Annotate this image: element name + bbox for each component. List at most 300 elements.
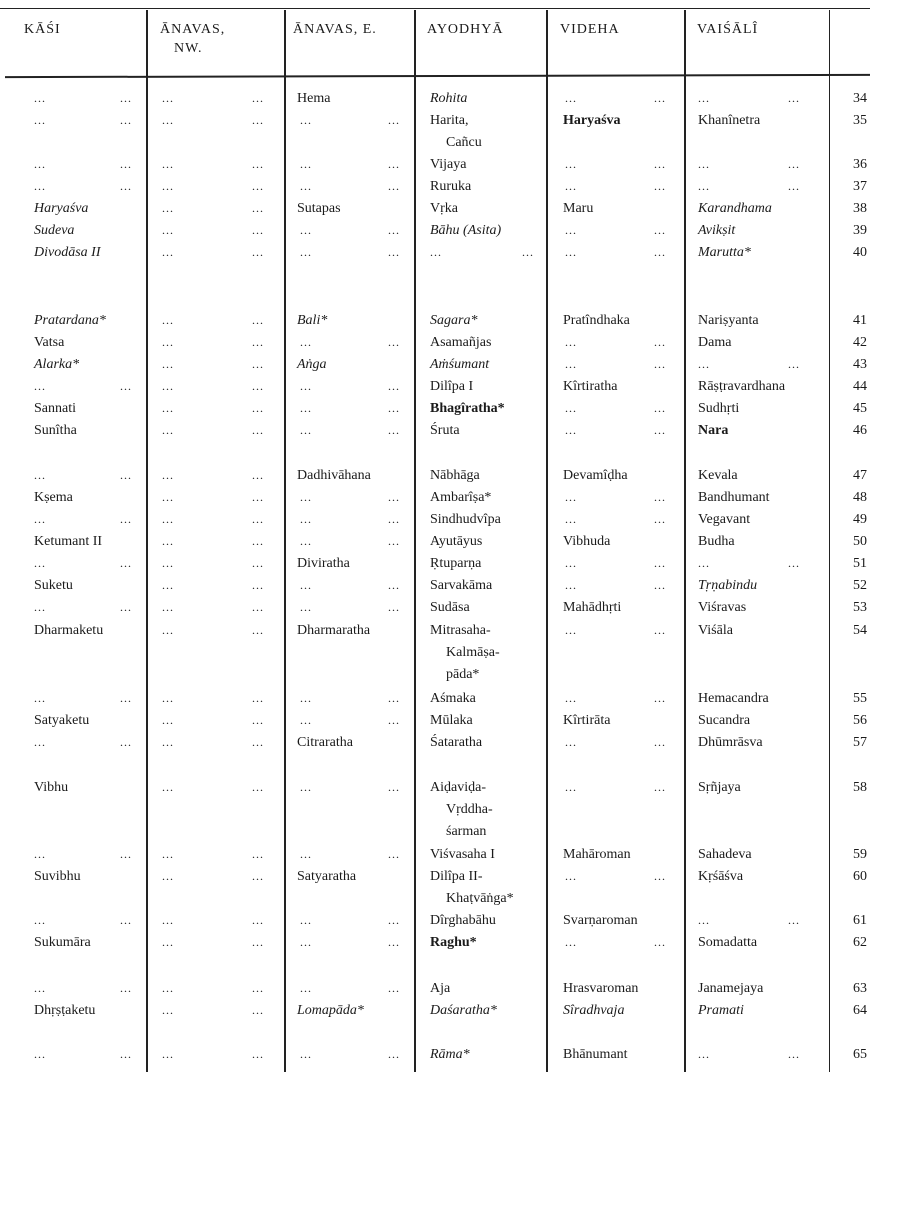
generation-number: 55 [853, 691, 867, 706]
empty-cell-dots: ... [698, 179, 710, 193]
cell-videha: Svarṇaroman [563, 913, 638, 928]
cell-ayodhya: Vijaya [430, 157, 467, 172]
cell-ayodhya: Sagara* [430, 313, 478, 328]
empty-cell-dots: ... [252, 357, 264, 371]
column-rule [829, 10, 830, 1072]
cell-line: Aiḍaviḍa- [430, 780, 486, 795]
empty-cell-dots: ... [565, 357, 577, 371]
cell-kasi: Suvibhu [34, 869, 81, 884]
cell-ayodhya: Vṛka [430, 201, 458, 216]
empty-cell-dots: ... [252, 578, 264, 592]
cell-ayodhya: Raghu* [430, 935, 477, 950]
empty-cell-dots: ... [388, 600, 400, 614]
generation-number: 61 [853, 913, 867, 928]
column-header-ayodhya [427, 20, 504, 39]
empty-cell-dots: ... [120, 113, 132, 127]
empty-cell-dots: ... [654, 335, 666, 349]
empty-cell-dots: ... [162, 201, 174, 215]
empty-cell-dots: ... [120, 556, 132, 570]
column-header-vaisali [697, 20, 758, 39]
cell-vaisali: Rāṣṭravardhana [698, 379, 786, 394]
cell-ayodhya: Ṛtuparṇa [430, 556, 482, 571]
cell-ayodhya [430, 110, 482, 154]
empty-cell-dots: ... [252, 113, 264, 127]
column-header-line: VIDEHA [560, 22, 620, 37]
empty-cell-dots: ... [388, 1047, 400, 1061]
generation-number: 42 [853, 335, 867, 350]
empty-cell-dots: ... [300, 691, 312, 705]
empty-cell-dots: ... [300, 490, 312, 504]
cell-kasi: Dharmaketu [34, 623, 104, 638]
cell-ayodhya: Ayutāyus [430, 534, 483, 549]
cell-anavas-e: Diviratha [297, 556, 350, 571]
generation-number: 43 [853, 357, 867, 372]
empty-cell-dots: ... [252, 780, 264, 794]
cell-vaisali: Viśravas [698, 600, 747, 615]
cell-vaisali: Viśāla [698, 623, 733, 638]
generation-number: 34 [853, 91, 867, 106]
empty-cell-dots: ... [120, 468, 132, 482]
cell-vaisali: Janamejaya [698, 981, 764, 996]
empty-cell-dots: ... [388, 490, 400, 504]
empty-cell-dots: ... [252, 691, 264, 705]
empty-cell-dots: ... [300, 245, 312, 259]
empty-cell-dots: ... [300, 423, 312, 437]
cell-kasi: Divodāsa II [34, 245, 101, 260]
empty-cell-dots: ... [252, 847, 264, 861]
cell-vaisali: Nara [698, 423, 729, 438]
cell-kasi: Sunîtha [34, 423, 77, 438]
empty-cell-dots: ... [300, 713, 312, 727]
empty-cell-dots: ... [34, 691, 46, 705]
empty-cell-dots: ... [388, 578, 400, 592]
empty-cell-dots: ... [654, 157, 666, 171]
cell-anavas-e: Sutapas [297, 201, 341, 216]
empty-cell-dots: ... [654, 245, 666, 259]
empty-cell-dots: ... [788, 556, 800, 570]
empty-cell-dots: ... [698, 157, 710, 171]
empty-cell-dots: ... [162, 847, 174, 861]
empty-cell-dots: ... [654, 578, 666, 592]
cell-anavas-e: Dadhivāhana [297, 468, 371, 483]
cell-ayodhya: Sindhudvîpa [430, 512, 501, 527]
empty-cell-dots: ... [162, 468, 174, 482]
cell-videha: Pratîndhaka [563, 313, 630, 328]
empty-cell-dots: ... [388, 780, 400, 794]
header-rule [5, 74, 870, 78]
column-rule [284, 10, 286, 1072]
cell-line: Khaṭvāṅga* [446, 891, 514, 906]
column-header-line: ĀNAVAS, [160, 22, 226, 37]
empty-cell-dots: ... [252, 981, 264, 995]
empty-cell-dots: ... [252, 468, 264, 482]
empty-cell-dots: ... [565, 623, 577, 637]
empty-cell-dots: ... [162, 623, 174, 637]
empty-cell-dots: ... [300, 847, 312, 861]
empty-cell-dots: ... [120, 512, 132, 526]
empty-cell-dots: ... [162, 91, 174, 105]
empty-cell-dots: ... [252, 534, 264, 548]
empty-cell-dots: ... [300, 512, 312, 526]
cell-ayodhya: Aja [430, 981, 451, 996]
column-header-line: VAIŚĀLÎ [697, 22, 759, 37]
table-top-rule [0, 8, 870, 9]
empty-cell-dots: ... [654, 223, 666, 237]
cell-vaisali: Karandhama [698, 201, 772, 216]
empty-cell-dots: ... [565, 556, 577, 570]
empty-cell-dots: ... [162, 578, 174, 592]
generation-number: 62 [853, 935, 867, 950]
cell-videha: Maru [563, 201, 594, 216]
empty-cell-dots: ... [162, 869, 174, 883]
generation-number: 54 [853, 623, 867, 638]
cell-ayodhya: Aśmaka [430, 691, 476, 706]
empty-cell-dots: ... [300, 1047, 312, 1061]
empty-cell-dots: ... [162, 357, 174, 371]
empty-cell-dots: ... [34, 468, 46, 482]
generation-number: 59 [853, 847, 867, 862]
generation-number: 65 [853, 1047, 867, 1062]
cell-vaisali: Khanînetra [698, 113, 761, 128]
empty-cell-dots: ... [162, 245, 174, 259]
empty-cell-dots: ... [388, 113, 400, 127]
cell-videha: Kîrtiratha [563, 379, 618, 394]
empty-cell-dots: ... [388, 245, 400, 259]
empty-cell-dots: ... [252, 335, 264, 349]
empty-cell-dots: ... [120, 847, 132, 861]
cell-line: Harita, [430, 113, 469, 128]
empty-cell-dots: ... [565, 335, 577, 349]
empty-cell-dots: ... [252, 401, 264, 415]
generation-number: 39 [853, 223, 867, 238]
cell-kasi: Suketu [34, 578, 73, 593]
empty-cell-dots: ... [162, 691, 174, 705]
cell-kasi: Ketumant II [34, 534, 103, 549]
empty-cell-dots: ... [34, 600, 46, 614]
empty-cell-dots: ... [252, 223, 264, 237]
empty-cell-dots: ... [252, 245, 264, 259]
empty-cell-dots: ... [698, 913, 710, 927]
empty-cell-dots: ... [300, 113, 312, 127]
empty-cell-dots: ... [388, 179, 400, 193]
empty-cell-dots: ... [162, 1047, 174, 1061]
empty-cell-dots: ... [654, 357, 666, 371]
cell-kasi: Haryaśva [34, 201, 89, 216]
empty-cell-dots: ... [565, 780, 577, 794]
empty-cell-dots: ... [788, 157, 800, 171]
empty-cell-dots: ... [162, 423, 174, 437]
empty-cell-dots: ... [162, 313, 174, 327]
empty-cell-dots: ... [565, 401, 577, 415]
cell-vaisali: Dama [698, 335, 732, 350]
cell-ayodhya: Śataratha [430, 735, 483, 750]
column-rule [546, 10, 548, 1072]
empty-cell-dots: ... [300, 223, 312, 237]
cell-ayodhya: Nābhāga [430, 468, 480, 483]
cell-videha: Mahāroman [563, 847, 631, 862]
empty-cell-dots: ... [252, 512, 264, 526]
cell-ayodhya: Asamañjas [430, 335, 492, 350]
cell-ayodhya: Bāhu (Asita) [430, 223, 502, 238]
empty-cell-dots: ... [388, 157, 400, 171]
empty-cell-dots: ... [388, 935, 400, 949]
empty-cell-dots: ... [120, 179, 132, 193]
empty-cell-dots: ... [565, 490, 577, 504]
column-rule [684, 10, 686, 1072]
cell-kasi: Sannati [34, 401, 76, 416]
generation-number: 63 [853, 981, 867, 996]
empty-cell-dots: ... [252, 623, 264, 637]
empty-cell-dots: ... [162, 223, 174, 237]
empty-cell-dots: ... [788, 91, 800, 105]
cell-line: Kalmāṣa- [446, 645, 500, 660]
empty-cell-dots: ... [654, 512, 666, 526]
empty-cell-dots: ... [252, 313, 264, 327]
cell-ayodhya: Aṁśumant [430, 357, 490, 372]
empty-cell-dots: ... [565, 245, 577, 259]
cell-vaisali: Pramati [698, 1003, 744, 1018]
empty-cell-dots: ... [388, 534, 400, 548]
cell-vaisali: Vegavant [698, 512, 751, 527]
empty-cell-dots: ... [388, 379, 400, 393]
cell-kasi: Pratardana* [34, 313, 106, 328]
empty-cell-dots: ... [120, 379, 132, 393]
empty-cell-dots: ... [252, 1047, 264, 1061]
empty-cell-dots: ... [565, 91, 577, 105]
empty-cell-dots: ... [120, 1047, 132, 1061]
empty-cell-dots: ... [162, 379, 174, 393]
cell-ayodhya: Bhagîratha* [430, 401, 505, 416]
cell-ayodhya: Sarvakāma [430, 578, 493, 593]
empty-cell-dots: ... [522, 245, 534, 259]
empty-cell-dots: ... [162, 913, 174, 927]
generation-number: 45 [853, 401, 867, 416]
empty-cell-dots: ... [162, 981, 174, 995]
column-header-anavas-nw [160, 20, 225, 58]
empty-cell-dots: ... [565, 223, 577, 237]
empty-cell-dots: ... [120, 91, 132, 105]
empty-cell-dots: ... [162, 1003, 174, 1017]
cell-vaisali: Tṛṇabindu [698, 578, 758, 593]
empty-cell-dots: ... [162, 512, 174, 526]
cell-kasi: Kṣema [34, 490, 73, 505]
column-header-line: NW. [174, 41, 203, 56]
empty-cell-dots: ... [300, 935, 312, 949]
cell-ayodhya: Sudāsa [430, 600, 470, 615]
empty-cell-dots: ... [120, 735, 132, 749]
empty-cell-dots: ... [34, 981, 46, 995]
cell-videha: Haryaśva [563, 113, 621, 128]
empty-cell-dots: ... [788, 357, 800, 371]
empty-cell-dots: ... [252, 935, 264, 949]
cell-ayodhya: Viśvasaha I [430, 847, 495, 862]
empty-cell-dots: ... [120, 691, 132, 705]
empty-cell-dots: ... [654, 423, 666, 437]
cell-line: Mitrasaha- [430, 623, 491, 638]
empty-cell-dots: ... [300, 780, 312, 794]
cell-vaisali: Dhūmrāsva [698, 735, 763, 750]
empty-cell-dots: ... [565, 179, 577, 193]
empty-cell-dots: ... [300, 578, 312, 592]
generation-number: 36 [853, 157, 867, 172]
cell-kasi: Satyaketu [34, 713, 90, 728]
empty-cell-dots: ... [120, 981, 132, 995]
empty-cell-dots: ... [388, 691, 400, 705]
empty-cell-dots: ... [300, 157, 312, 171]
cell-vaisali: Hemacandra [698, 691, 769, 706]
cell-line: Dilîpa II- [430, 869, 483, 884]
generation-number: 56 [853, 713, 867, 728]
cell-line: Cañcu [446, 135, 482, 150]
empty-cell-dots: ... [162, 157, 174, 171]
empty-cell-dots: ... [654, 623, 666, 637]
column-header-videha [560, 20, 620, 39]
cell-ayodhya [430, 866, 514, 910]
empty-cell-dots: ... [120, 600, 132, 614]
cell-videha: Vibhuda [563, 534, 611, 549]
empty-cell-dots: ... [34, 179, 46, 193]
empty-cell-dots: ... [565, 578, 577, 592]
empty-cell-dots: ... [252, 1003, 264, 1017]
cell-line: Vṛddha- [446, 802, 493, 817]
empty-cell-dots: ... [388, 223, 400, 237]
generation-number: 37 [853, 179, 867, 194]
empty-cell-dots: ... [252, 735, 264, 749]
empty-cell-dots: ... [698, 357, 710, 371]
cell-kasi: Vibhu [34, 780, 69, 795]
empty-cell-dots: ... [654, 91, 666, 105]
empty-cell-dots: ... [300, 179, 312, 193]
cell-vaisali: Bandhumant [698, 490, 770, 505]
empty-cell-dots: ... [162, 600, 174, 614]
cell-videha: Bhānumant [563, 1047, 628, 1062]
cell-ayodhya: Mūlaka [430, 713, 473, 728]
empty-cell-dots: ... [252, 556, 264, 570]
empty-cell-dots: ... [388, 335, 400, 349]
empty-cell-dots: ... [654, 179, 666, 193]
cell-ayodhya: Śruta [430, 423, 460, 438]
cell-vaisali: Sṛñjaya [698, 780, 741, 795]
empty-cell-dots: ... [300, 335, 312, 349]
empty-cell-dots: ... [252, 713, 264, 727]
cell-vaisali: Sudhṛti [698, 401, 740, 416]
empty-cell-dots: ... [698, 556, 710, 570]
cell-ayodhya [430, 620, 500, 686]
empty-cell-dots: ... [388, 913, 400, 927]
empty-cell-dots: ... [698, 91, 710, 105]
empty-cell-dots: ... [34, 379, 46, 393]
empty-cell-dots: ... [388, 847, 400, 861]
empty-cell-dots: ... [162, 113, 174, 127]
empty-cell-dots: ... [252, 423, 264, 437]
empty-cell-dots: ... [252, 157, 264, 171]
empty-cell-dots: ... [162, 735, 174, 749]
cell-kasi: Alarka* [34, 357, 80, 372]
cell-vaisali: Somadatta [698, 935, 758, 950]
generation-number: 48 [853, 490, 867, 505]
empty-cell-dots: ... [388, 401, 400, 415]
empty-cell-dots: ... [654, 556, 666, 570]
cell-vaisali: Avikṣit [698, 223, 736, 238]
cell-kasi: Sudeva [34, 223, 75, 238]
empty-cell-dots: ... [120, 913, 132, 927]
empty-cell-dots: ... [565, 512, 577, 526]
generation-number: 58 [853, 780, 867, 795]
generation-number: 44 [853, 379, 867, 394]
empty-cell-dots: ... [34, 913, 46, 927]
cell-ayodhya: Ambarîṣa* [430, 490, 492, 505]
empty-cell-dots: ... [34, 847, 46, 861]
column-header-kasi [24, 20, 61, 39]
column-header-anavas-e [293, 20, 377, 39]
empty-cell-dots: ... [120, 157, 132, 171]
generation-number: 41 [853, 313, 867, 328]
empty-cell-dots: ... [34, 113, 46, 127]
cell-anavas-e: Lomapāda* [297, 1003, 364, 1018]
empty-cell-dots: ... [252, 179, 264, 193]
empty-cell-dots: ... [300, 981, 312, 995]
empty-cell-dots: ... [162, 534, 174, 548]
cell-anavas-e: Dharmaratha [297, 623, 371, 638]
empty-cell-dots: ... [34, 91, 46, 105]
column-rule [414, 10, 416, 1072]
generation-number: 50 [853, 534, 867, 549]
generation-number: 38 [853, 201, 867, 216]
cell-vaisali: Sucandra [698, 713, 751, 728]
generation-number: 51 [853, 556, 867, 571]
empty-cell-dots: ... [654, 691, 666, 705]
generation-number: 64 [853, 1003, 867, 1018]
empty-cell-dots: ... [430, 245, 442, 259]
empty-cell-dots: ... [654, 401, 666, 415]
cell-videha: Mahādhṛti [563, 600, 622, 615]
empty-cell-dots: ... [252, 600, 264, 614]
empty-cell-dots: ... [388, 713, 400, 727]
generation-number: 35 [853, 113, 867, 128]
empty-cell-dots: ... [788, 1047, 800, 1061]
cell-ayodhya: Dilîpa I [430, 379, 474, 394]
cell-vaisali: Marutta* [698, 245, 751, 260]
cell-videha: Kîrtirāta [563, 713, 611, 728]
empty-cell-dots: ... [698, 1047, 710, 1061]
empty-cell-dots: ... [300, 401, 312, 415]
cell-vaisali: Sahadeva [698, 847, 752, 862]
cell-vaisali: Nariṣyanta [698, 313, 759, 328]
empty-cell-dots: ... [565, 869, 577, 883]
empty-cell-dots: ... [565, 157, 577, 171]
empty-cell-dots: ... [654, 869, 666, 883]
empty-cell-dots: ... [300, 913, 312, 927]
empty-cell-dots: ... [252, 869, 264, 883]
cell-anavas-e: Satyaratha [297, 869, 357, 884]
empty-cell-dots: ... [388, 981, 400, 995]
cell-kasi: Dhṛṣṭaketu [34, 1003, 96, 1018]
empty-cell-dots: ... [34, 512, 46, 526]
empty-cell-dots: ... [162, 335, 174, 349]
empty-cell-dots: ... [34, 735, 46, 749]
empty-cell-dots: ... [162, 401, 174, 415]
cell-line: pāda* [446, 667, 480, 682]
empty-cell-dots: ... [34, 157, 46, 171]
generation-number: 52 [853, 578, 867, 593]
empty-cell-dots: ... [565, 691, 577, 705]
empty-cell-dots: ... [565, 735, 577, 749]
cell-ayodhya [430, 777, 493, 843]
empty-cell-dots: ... [162, 780, 174, 794]
cell-line: śarman [446, 824, 487, 839]
cell-videha: Sîradhvaja [563, 1003, 625, 1018]
empty-cell-dots: ... [788, 179, 800, 193]
